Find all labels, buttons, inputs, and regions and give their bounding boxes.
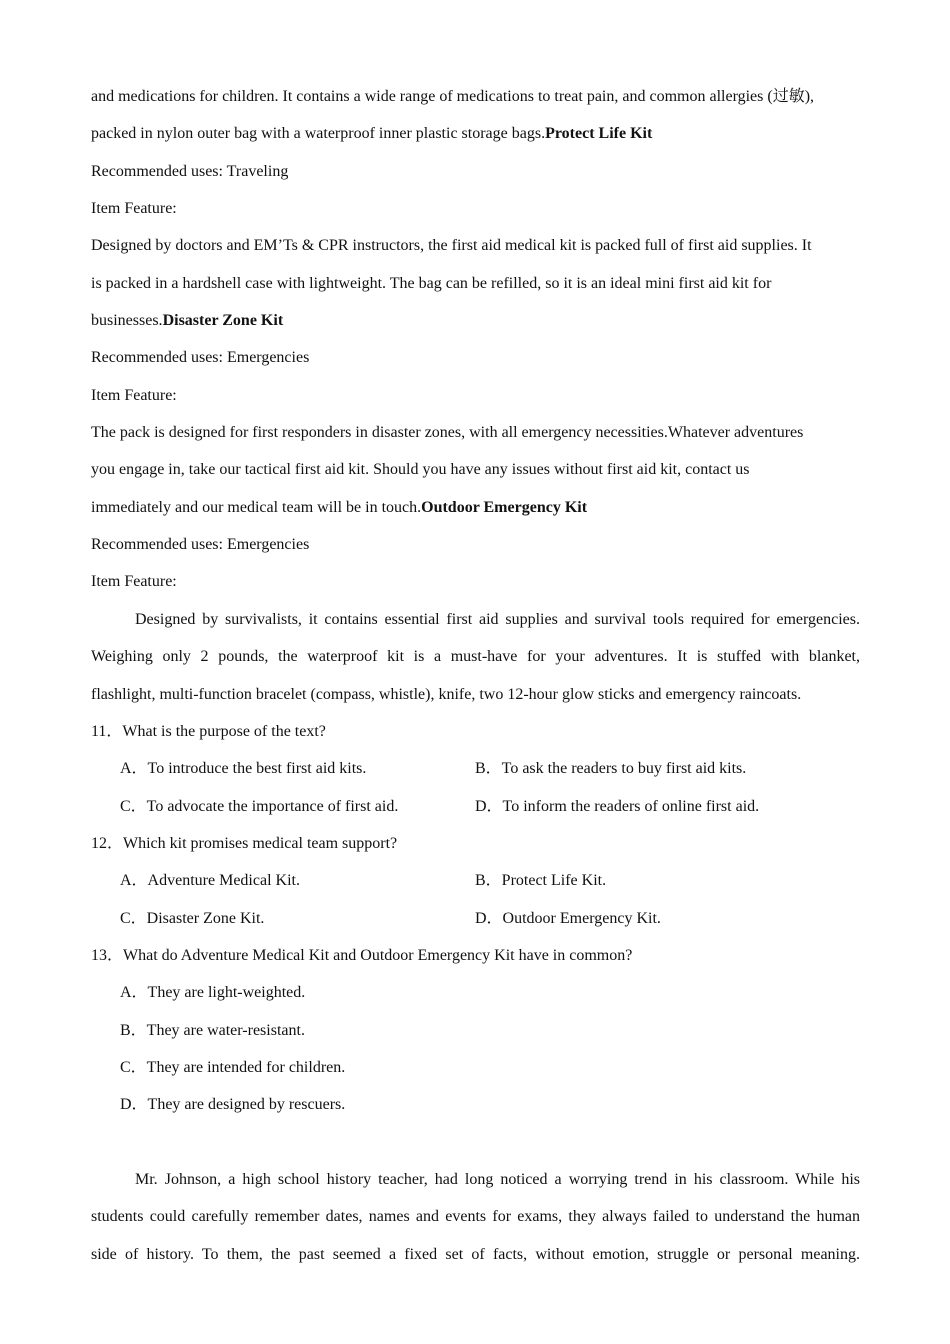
paragraph-text: is packed in a hardshell case with lightweight. The bag can be refilled, so it is an ideal mini first aid kit for <box>91 274 772 292</box>
option-c[interactable]: C．They are intended for children. <box>120 1058 346 1076</box>
paragraph-text: packed in nylon outer bag with a waterproof inner plastic storage bags. <box>91 125 546 143</box>
paragraph-text: businesses. <box>91 312 163 330</box>
option-d[interactable]: D．To inform the readers of online first aid. <box>475 797 760 815</box>
option-c[interactable]: C．To advocate the importance of first aid. <box>120 797 399 815</box>
text-line <box>91 84 860 121</box>
option-b[interactable]: B．Protect Life Kit. <box>475 872 607 890</box>
text-line: Designed by survivalists, it contains essential first aid supplies and survival tools required for emergencies. <box>135 610 860 628</box>
text-line <box>91 233 860 270</box>
text-line <box>91 308 860 345</box>
document-page <box>91 84 860 1279</box>
feature-label: Item Feature: <box>91 200 177 218</box>
paragraph-text: and medications for children. It contains a wide range of medications to treat pain, and common allergies (过敏), <box>91 88 815 105</box>
question-stem: 11．What is the purpose of the text? <box>91 722 326 740</box>
question-stem: 13．What do Adventure Medical Kit and Outdoor Emergency Kit have in common? <box>91 946 633 964</box>
text-line: side of history. To them, the past seemed a fixed set of facts, without emotion, struggle or personal meaning. <box>91 1245 860 1263</box>
kit-title-protect-life: Protect Life Kit <box>545 125 653 143</box>
option-d[interactable]: D．They are designed by rescuers. <box>120 1096 346 1114</box>
paragraph-text: you engage in, take our tactical first aid kit. Should you have any issues without first aid kit, contact us <box>91 461 750 479</box>
text-line <box>91 121 860 158</box>
text-line <box>91 457 860 494</box>
option-row <box>91 868 860 905</box>
text-line <box>91 420 860 457</box>
question-stem: 12．Which kit promises medical team support? <box>91 834 398 852</box>
option-a[interactable]: A．They are light-weighted. <box>120 984 306 1002</box>
option-a[interactable]: A．To introduce the best first aid kits. <box>120 760 367 778</box>
feature-label: Item Feature: <box>91 573 177 591</box>
option-a[interactable]: A．Adventure Medical Kit. <box>120 872 300 890</box>
feature-label: Item Feature: <box>91 386 177 404</box>
option-row <box>91 756 860 793</box>
option-d[interactable]: D．Outdoor Emergency Kit. <box>475 909 661 927</box>
text-line: flashlight, multi-function bracelet (compass, whistle), knife, two 12-hour glow sticks and emergency raincoats. <box>91 685 802 703</box>
option-b[interactable]: B．They are water-resistant. <box>120 1021 305 1039</box>
kit-uses: Recommended uses: Emergencies <box>91 349 310 367</box>
text-line: Mr. Johnson, a high school history teacher, had long noticed a worrying trend in his classroom. While his <box>135 1170 860 1188</box>
paragraph-text: immediately and our medical team will be in touch. <box>91 498 422 516</box>
kit-uses: Recommended uses: Traveling <box>91 162 289 180</box>
option-c[interactable]: C．Disaster Zone Kit. <box>120 909 265 927</box>
text-line: students could carefully remember dates, names and events for exams, they always failed to understand the human <box>91 1208 860 1226</box>
section-gap <box>91 1130 860 1167</box>
kit-title-disaster-zone: Disaster Zone Kit <box>162 312 284 330</box>
option-b[interactable]: B．To ask the readers to buy first aid kits. <box>475 760 747 778</box>
kit-title-outdoor-emergency: Outdoor Emergency Kit <box>421 498 588 516</box>
paragraph-text: Designed by doctors and EM’Ts & CPR instructors, the first aid medical kit is packed full of first aid supplies. It <box>91 237 812 255</box>
text-line: Weighing only 2 pounds, the waterproof kit is a must-have for your adventures. It is stuffed with blanket, <box>91 648 860 666</box>
kit-uses: Recommended uses: Emergencies <box>91 536 310 554</box>
text-line <box>91 271 860 308</box>
text-line <box>91 495 860 532</box>
option-row <box>91 794 860 831</box>
paragraph-text: The pack is designed for first responders in disaster zones, with all emergency necessities.Whatever adventures <box>91 424 804 442</box>
option-row <box>91 906 860 943</box>
